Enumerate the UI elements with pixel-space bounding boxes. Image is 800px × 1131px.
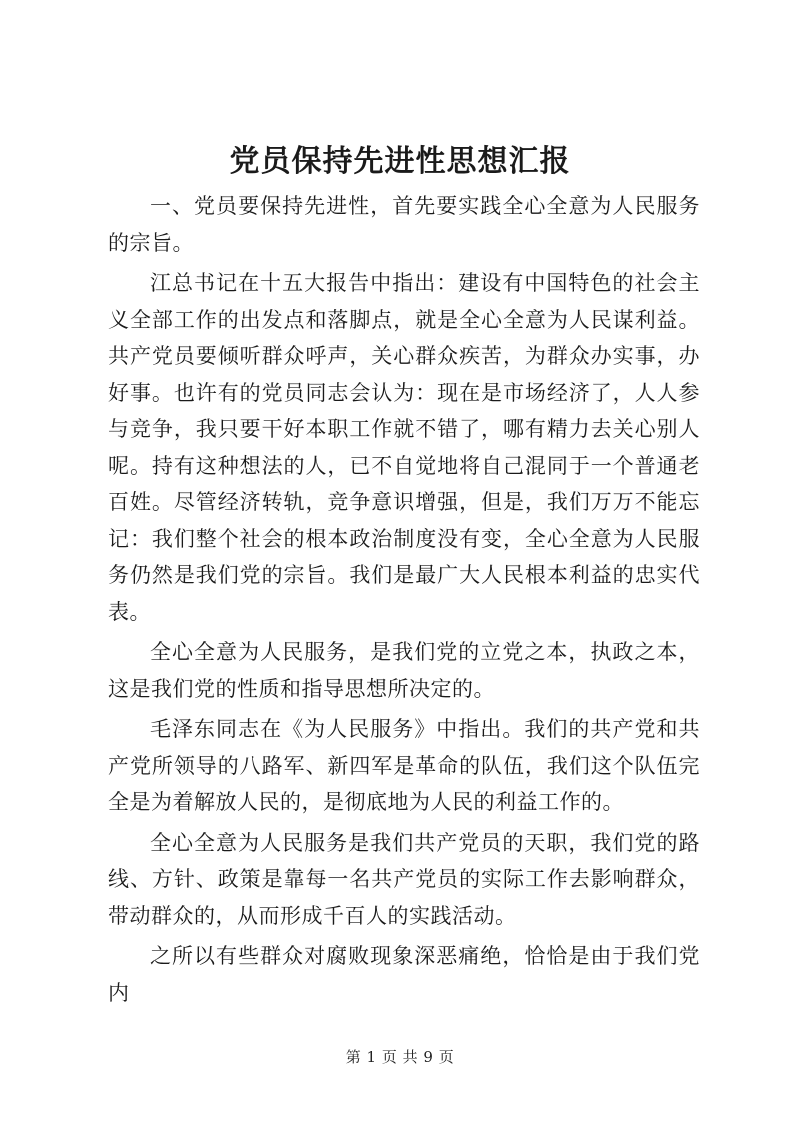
document-body	[108, 188, 700, 1015]
paragraph-4: 毛泽东同志在《为人民服务》中指出。我们的共产党和共产党所领导的八路军、新四军是革命的队伍，我们这个队伍完全是为着解放人民的，是彻底地为人民的利益工作的。	[108, 717, 700, 814]
paragraph-3: 全心全意为人民服务，是我们党的立党之本，执政之本，这是我们党的性质和指导思想所决定的。	[108, 640, 700, 701]
document-title: 党员保持先进性思想汇报	[229, 144, 571, 179]
paragraph-1: 一、党员要保持先进性，首先要实践全心全意为人民服务的宗旨。	[108, 194, 700, 255]
paragraph-6: 之所以有些群众对腐败现象深恶痛绝，恰恰是由于我们党内	[108, 944, 700, 1005]
paragraph-5: 全心全意为人民服务是我们共产党员的天职，我们党的路线、方针、政策是靠每一名共产党员的实际工作去影响群众，带动群众的，从而形成千百人的实践活动。	[108, 830, 700, 928]
page-number-footer: 第 1 页 共 9 页	[345, 1048, 455, 1066]
paragraph-2: 江总书记在十五大报告中指出：建设有中国特色的社会主义全部工作的出发点和落脚点，就是全心全意为人民谋利益。共产党员要倾听群众呼声，关心群众疾苦，为群众办实事，办好事。也许有的党员同志会认为：现在是市场经济了，人人参与竞争，我只要干好本职工作就不错了，哪有精力去关心别人呢。持有这种想法的人，已不自觉地将自己混同于一个普通老百姓。尽管经济转轨，竞争意识增强，但是，我们万万不能忘记：我们整个社会的根本政治制度没有变，全心全意为人民服务仍然是我们党的宗旨。我们是最广大人民根本利益的忠实代表。	[108, 271, 700, 624]
